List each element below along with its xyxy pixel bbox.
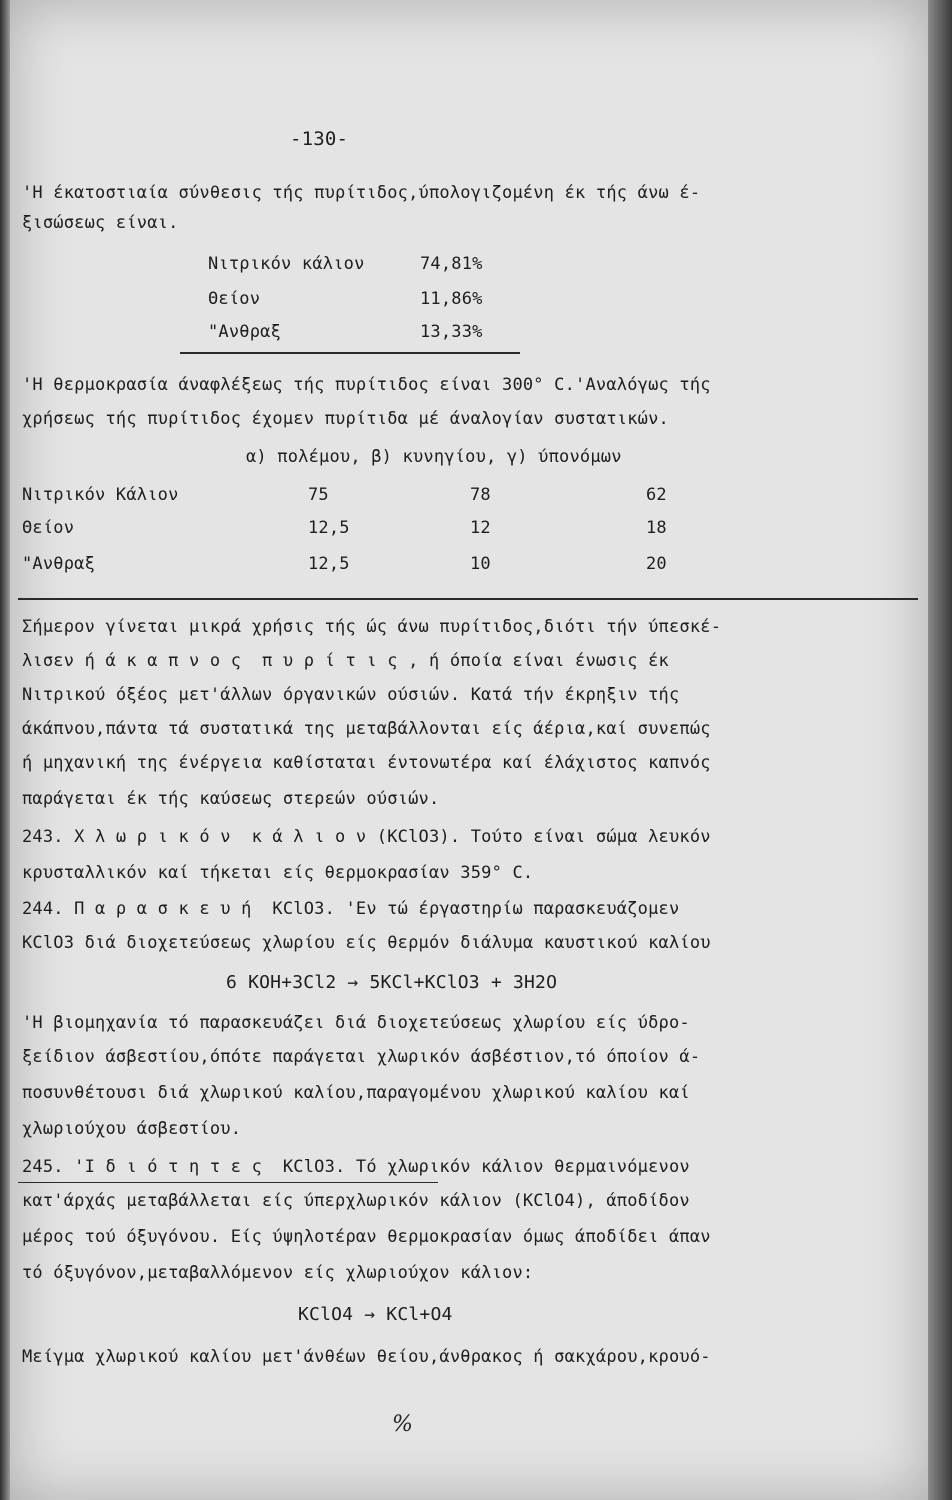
footer-mark: %	[392, 1412, 413, 1437]
reaction-equation-2: KClO4 → KCl+O4	[298, 1304, 453, 1325]
composition-name: Θείον	[208, 289, 261, 309]
intro-line-1: 'Η έκατοστιαία σύνθεσις τής πυρίτιδος,ύπολογιζομένη έκ τής άνω έ-	[22, 183, 701, 203]
industry-line: ποσυνθέτουσι διά χλωρικού καλίου,παραγομένου χλωρικού καλίου καί	[22, 1083, 690, 1103]
composition-value: 74,81%	[420, 254, 483, 274]
page-number: -130-	[290, 128, 349, 150]
smokeless-line: παράγεται έκ τής καύσεως στερεών ούσιών.	[22, 789, 440, 809]
table-row-name: Θείον	[22, 518, 75, 538]
section-245-underline	[18, 1182, 438, 1183]
section-244-line: KClO3 διά διοχετεύσεως χλωρίου είς θερμόν διάλυμα καυστικού καλίου	[22, 933, 711, 953]
last-line: Μείγμα χλωρικού καλίου μετ'άνθέων θείου,άνθρακος ή σακχάρου,κρουό-	[22, 1347, 711, 1367]
table-row-name: Νιτρικόν Κάλιον	[22, 485, 179, 505]
intro-line-2: ξισώσεως είναι.	[22, 213, 179, 233]
composition-name: "Ανθραξ	[208, 322, 282, 342]
temp-line-1: 'Η θερμοκρασία άναφλέξεως τής πυρίτιδος είναι 300° C.'Αναλόγως τής	[22, 375, 711, 395]
section-243-line: 243. Χ λ ω ρ ι κ ό ν κ ά λ ι ο ν (KClO3). Τούτο είναι σώμα λευκόν	[22, 827, 711, 847]
section-245-line: κατ'άρχάς μεταβάλλεται είς ύπερχλωρικόν κάλιον (KClO4), άποδίδον	[22, 1191, 690, 1211]
table-cell-b: 12	[470, 518, 491, 538]
table-cell-b: 10	[470, 554, 491, 574]
smokeless-line: ή μηχανική της ένέργεια καθίσταται έντονωτέρα καί έλάχιστος καπνός	[22, 753, 711, 773]
composition-underline	[180, 352, 520, 354]
section-244-line: 244. Π α ρ α σ κ ε υ ή KClO3. 'Εν τώ έργαστηρίω παρασκευάζομεν	[22, 899, 680, 919]
industry-line: 'Η βιομηχανία τό παρασκευάζει διά διοχετεύσεως χλωρίου είς ύδρο-	[22, 1013, 690, 1033]
section-245-line: 245. 'Ι δ ι ό τ η τ ε ς KClO3. Τό χλωρικόν κάλιον θερμαινόμενον	[22, 1157, 690, 1177]
composition-name: Νιτρικόν κάλιον	[208, 254, 365, 274]
temp-line-2: χρήσεως τής πυρίτιδος έχομεν πυρίτιδα μέ άναλογίαν συστατικών.	[22, 409, 669, 429]
smokeless-line: λισεν ή ά κ α π ν ο ς π υ ρ ί τ ι ς , ή όποία είναι ένωσις έκ	[22, 651, 669, 671]
scan-left-edge	[0, 0, 10, 1500]
table-cell-a: 12,5	[308, 518, 350, 538]
composition-value: 11,86%	[420, 289, 483, 309]
smokeless-line: Σήμερον γίνεται μικρά χρήσις τής ώς άνω πυρίτιδος,διότι τήν ύπεσκέ-	[22, 617, 722, 637]
table-cell-a: 12,5	[308, 554, 350, 574]
section-243-line: κρυσταλλικόν καί τήκεται είς θερμοκρασίαν 359° C.	[22, 863, 534, 883]
reaction-equation-1: 6 KOH+3Cl2 → 5KCl+KClO3 + 3H2O	[226, 972, 558, 993]
table-row-name: "Ανθραξ	[22, 554, 96, 574]
smokeless-line: άκάπνου,πάντα τά συστατικά της μεταβάλλονται είς άέρια,καί συνεπώς	[22, 719, 711, 739]
section-245-line: τό όξυγόνον,μεταβαλλόμενον είς χλωριούχον κάλιον:	[22, 1263, 534, 1283]
table-cell-c: 18	[646, 518, 667, 538]
section-divider	[18, 598, 918, 600]
table-cell-b: 78	[470, 485, 491, 505]
smokeless-line: Νιτρικού όξέος μετ'άλλων όργανικών ούσιών. Κατά τήν έκρηξιν τής	[22, 685, 680, 705]
industry-line: ξείδιον άσβεστίου,όπότε παράγεται χλωρικόν άσβέστιον,τό όποίον ά-	[22, 1047, 701, 1067]
table-header: α) πολέμου, β) κυνηγίου, γ) ύπονόμων	[246, 447, 622, 467]
table-cell-c: 62	[646, 485, 667, 505]
section-245-line: μέρος τού όξυγόνου. Είς ύψηλοτέραν θερμοκρασίαν όμως άποδίδει άπαν	[22, 1227, 711, 1247]
table-cell-a: 75	[308, 485, 329, 505]
industry-line: χλωριούχου άσβεστίου.	[22, 1119, 242, 1139]
table-cell-c: 20	[646, 554, 667, 574]
composition-value: 13,33%	[420, 322, 483, 342]
document-page	[10, 0, 928, 1500]
scan-right-edge	[928, 0, 952, 1500]
